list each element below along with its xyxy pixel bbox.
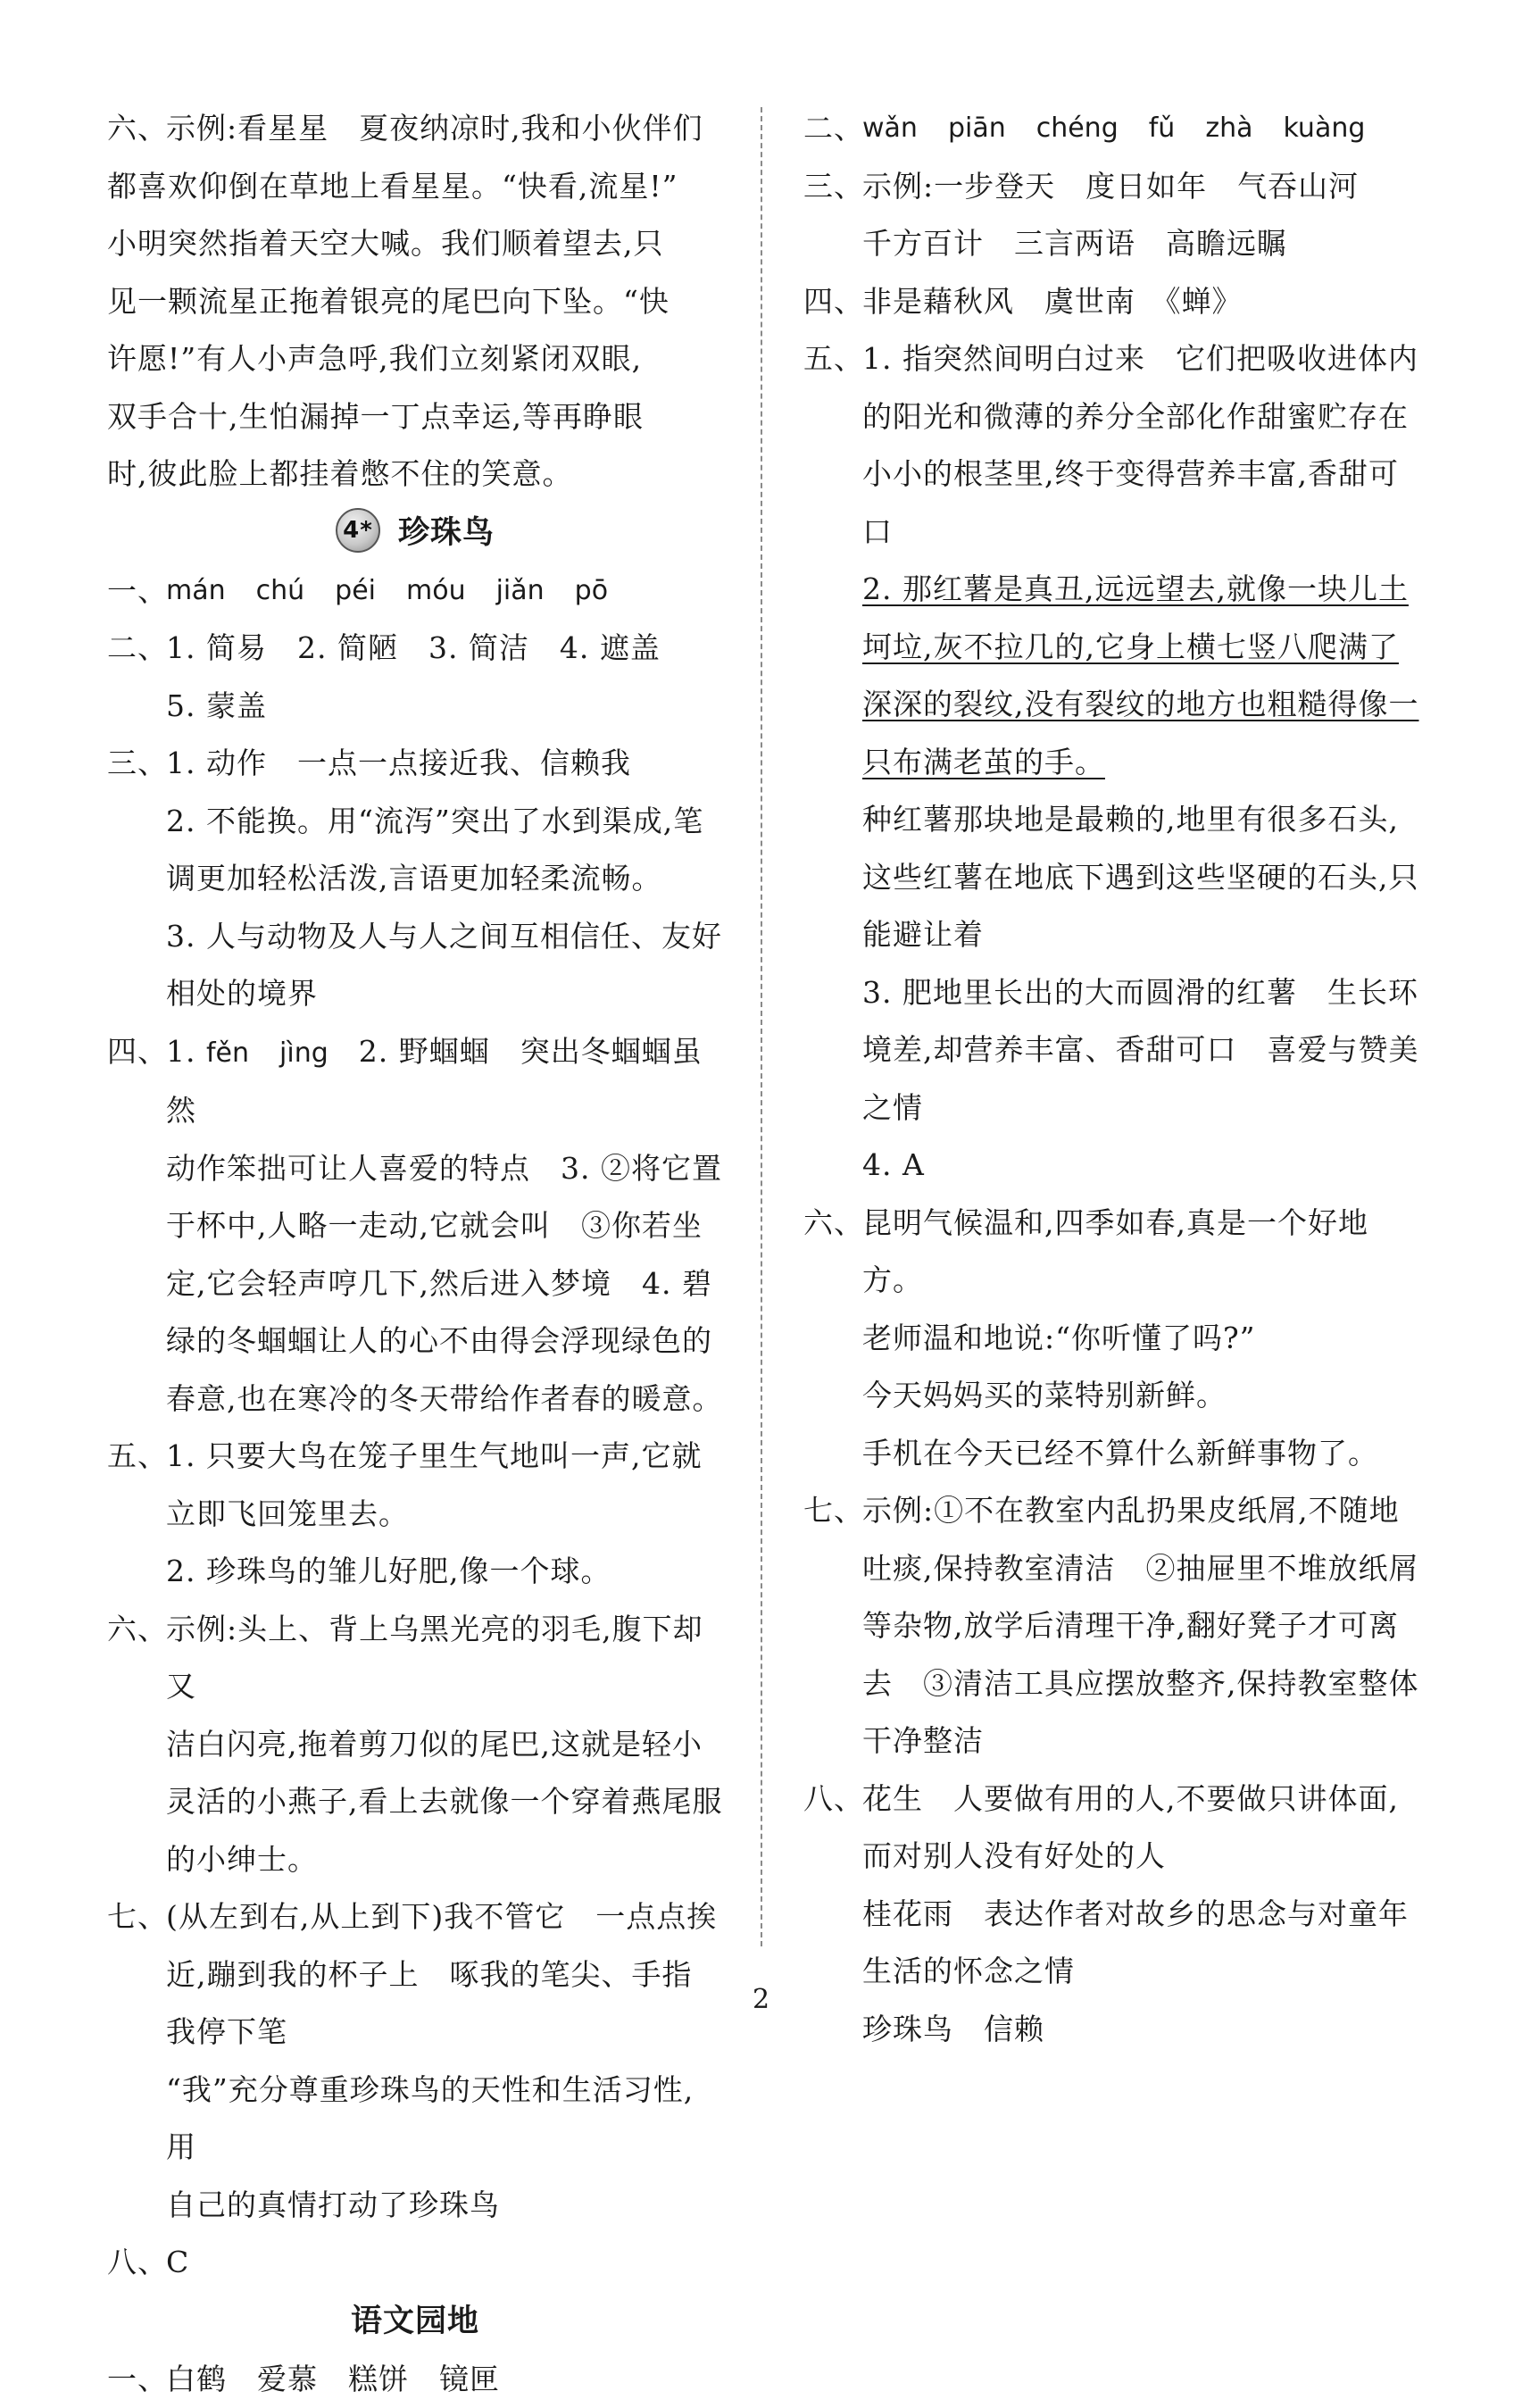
left-q8 <box>107 2234 723 2292</box>
lesson-title-text: 珍珠鸟 <box>398 514 495 551</box>
answer-line: 非是藉秋风 虞世南 《蝉》 <box>862 273 1419 331</box>
answer-line: 我停下笔 <box>107 2004 723 2062</box>
answer-line: 许愿!”有人小声急呼,我们立刻紧闭双眼, <box>107 330 723 388</box>
right-q3 <box>803 158 1419 216</box>
answer-line: 都喜欢仰倒在草地上看星星。“快看,流星!” <box>107 158 723 216</box>
question-number: 二、 <box>107 620 168 678</box>
pinyin-item: wǎn <box>862 112 918 144</box>
answer-line: 4. A <box>803 1137 1419 1195</box>
right-q4 <box>803 273 1419 331</box>
pinyin-answers <box>862 100 1419 158</box>
answer-line: 去 ③清洁工具应摆放整齐,保持教室整体 <box>803 1655 1419 1713</box>
right-q8 <box>803 1771 1419 1829</box>
answer-line: 近,蹦到我的杯子上 啄我的笔尖、手指 <box>107 1946 723 2004</box>
left-column <box>107 100 723 2408</box>
column-divider <box>761 107 762 1946</box>
pinyin-item: piān <box>948 112 1006 144</box>
answer-line: 定,它会轻声哼几下,然后进入梦境 4. 碧 <box>107 1255 723 1313</box>
answer-line: (从左到右,从上到下)我不管它 一点点挨 <box>166 1888 723 1946</box>
left-q2 <box>107 620 723 678</box>
answer-line: 的阳光和微薄的养分全部化作甜蜜贮存在 <box>803 388 1419 446</box>
question-number: 七、 <box>107 1888 168 1946</box>
left-q6-top <box>107 100 723 158</box>
answer-line: 1. 只要大鸟在笼子里生气地叫一声,它就 <box>166 1428 723 1486</box>
answer-line: 干净整洁 <box>803 1712 1419 1771</box>
pinyin-item: mán <box>166 575 226 606</box>
answer-line: 动作笨拙可让人喜爱的特点 3. ②将它置 <box>107 1140 723 1198</box>
answer-line: 花生 人要做有用的人,不要做只讲体面, <box>862 1771 1419 1829</box>
answer-line: 示例:①不在教室内乱扔果皮纸屑,不随地 <box>862 1482 1419 1540</box>
answer-line: 1. 简易 2. 简陋 3. 简洁 4. 遮盖 <box>166 620 723 678</box>
answer-line: “我”充分尊重珍珠鸟的天性和生活习性,用 <box>107 2062 723 2177</box>
question-number: 一、 <box>107 2351 168 2408</box>
answer-line: 今天妈妈买的菜特别新鲜。 <box>803 1367 1419 1425</box>
question-number: 三、 <box>107 735 168 793</box>
left-q5 <box>107 1428 723 1486</box>
section-title: 语文园地 <box>107 2292 723 2351</box>
answer-line: 种红薯那块地是最赖的,地里有很多石头, <box>803 791 1419 849</box>
answer-line: 3. 人与动物及人与人之间互相信任、友好 <box>107 908 723 966</box>
left-q6 <box>107 1601 723 1716</box>
answer-line: C <box>166 2234 723 2292</box>
question-number: 六、 <box>107 100 168 158</box>
question-number: 四、 <box>803 273 864 331</box>
answer-line: 相处的境界 <box>107 965 723 1023</box>
answer-line: 灵活的小燕子,看上去就像一个穿着燕尾服 <box>107 1773 723 1831</box>
answer-line: 白鹤 爱慕 糕饼 镜匣 <box>166 2351 723 2408</box>
pinyin-answers <box>206 1037 359 1069</box>
left-q4 <box>107 1023 723 1140</box>
underlined-answer-line: 深深的裂纹,没有裂纹的地方也粗糙得像一 <box>803 676 1419 734</box>
answer-line: 3. 肥地里长出的大而圆滑的红薯 生长环 <box>803 964 1419 1022</box>
answer-line: 时,彼此脸上都挂着憋不住的笑意。 <box>107 446 723 504</box>
question-number: 五、 <box>803 330 864 388</box>
question-number: 六、 <box>107 1601 168 1659</box>
pinyin-answers <box>166 562 723 621</box>
pinyin-item: fěn <box>206 1037 249 1069</box>
pinyin-item: chéng <box>1036 112 1119 144</box>
answer-line: 吐痰,保持教室清洁 ②抽屉里不堆放纸屑 <box>803 1540 1419 1598</box>
question-number: 八、 <box>107 2234 168 2292</box>
answer-line: 这些红薯在地底下遇到这些坚硬的石头,只 <box>803 849 1419 907</box>
answer-line: 老师温和地说:“你听懂了吗?” <box>803 1310 1419 1368</box>
answer-line: 手机在今天已经不算什么新鲜事物了。 <box>803 1425 1419 1483</box>
question-number: 八、 <box>803 1771 864 1829</box>
pinyin-item: pō <box>575 575 608 606</box>
answer-line: 2. 不能换。用“流泻”突出了水到渠成,笔 <box>107 793 723 851</box>
answer-line: 1. 指突然间明白过来 它们把吸收进体内 <box>862 330 1419 388</box>
underlined-answer-line: 2. 那红薯是真丑,远远望去,就像一块儿土 <box>803 561 1419 619</box>
answer-line: 于杯中,人略一走动,它就会叫 ③你若坐 <box>107 1197 723 1255</box>
answer-line: 双手合十,生怕漏掉一丁点幸运,等再睁眼 <box>107 388 723 446</box>
answer-line: 立即飞回笼里去。 <box>107 1486 723 1544</box>
left-q3 <box>107 735 723 793</box>
lesson-number-badge: 4* <box>336 508 380 553</box>
answer-line: 春意,也在寒冷的冬天带给作者春的暖意。 <box>107 1371 723 1429</box>
answer-line: 自己的真情打动了珍珠鸟 <box>107 2177 723 2235</box>
question-number: 二、 <box>803 100 864 158</box>
answer-line: 2. 珍珠鸟的雏儿好肥,像一个球。 <box>107 1543 723 1601</box>
underlined-answer-line: 只布满老茧的手。 <box>803 734 1419 792</box>
question-number: 六、 <box>803 1195 864 1253</box>
lesson-title <box>107 504 723 562</box>
right-q6 <box>803 1195 1419 1310</box>
answer-line: 的小绅士。 <box>107 1831 723 1889</box>
underlined-answer-line: 坷垃,灰不拉几的,它身上横七竖八爬满了 <box>803 619 1419 677</box>
answer-line: 昆明气候温和,四季如春,真是一个好地方。 <box>862 1195 1419 1310</box>
answer-line: 洁白闪亮,拖着剪刀似的尾巴,这就是轻小 <box>107 1716 723 1774</box>
answer-line: 见一颗流星正拖着银亮的尾巴向下坠。“快 <box>107 273 723 331</box>
pinyin-item: móu <box>406 575 466 606</box>
pinyin-item: fǔ <box>1149 112 1176 144</box>
answer-line: 调更加轻松活泼,言语更加轻柔流畅。 <box>107 850 723 908</box>
pinyin-item: kuàng <box>1283 112 1365 144</box>
answer-line: 而对别人没有好处的人 <box>803 1828 1419 1886</box>
left-q7 <box>107 1888 723 1946</box>
answer-line: 小明突然指着天空大喊。我们顺着望去,只 <box>107 215 723 273</box>
right-q5 <box>803 330 1419 388</box>
answer-line: 能避让着 <box>803 906 1419 964</box>
right-q7 <box>803 1482 1419 1540</box>
answer-line: 桂花雨 表达作者对故乡的思念与对童年 <box>803 1886 1419 1944</box>
question-number: 一、 <box>107 562 168 621</box>
answer-line: 1. 动作 一点一点接近我、信赖我 <box>166 735 723 793</box>
right-column <box>803 100 1419 2058</box>
answer-line: 生活的怀念之情 <box>803 1943 1419 2001</box>
sub-number: 1. <box>166 1034 196 1069</box>
pinyin-item: jiǎn <box>496 575 545 606</box>
answer-line: 等杂物,放学后清理干净,翻好凳子才可离 <box>803 1597 1419 1655</box>
question-number: 四、 <box>107 1023 168 1081</box>
pinyin-item: chú <box>256 575 305 606</box>
question-number: 五、 <box>107 1428 168 1486</box>
pinyin-item: péi <box>335 575 376 606</box>
pinyin-item: jìng <box>279 1037 329 1069</box>
left-q1 <box>107 562 723 621</box>
answer-line <box>166 1023 723 1140</box>
answer-line: 珍珠鸟 信赖 <box>803 2001 1419 2059</box>
answer-line: 示例:一步登天 度日如年 气吞山河 <box>862 158 1419 216</box>
question-number: 七、 <box>803 1482 864 1540</box>
answer-text: 2. 野蝈蝈 突出冬蝈蝈虽然 <box>166 1034 703 1129</box>
answer-line: 示例:头上、背上乌黑光亮的羽毛,腹下却又 <box>166 1601 723 1716</box>
answer-line: 境差,却营养丰富、香甜可口 喜爱与赞美 <box>803 1021 1419 1079</box>
right-q2 <box>803 100 1419 158</box>
answer-line: 示例:看星星 夏夜纳凉时,我和小伙伴们 <box>166 100 723 158</box>
yuwen-q1 <box>107 2351 723 2408</box>
pinyin-item: zhà <box>1205 112 1252 144</box>
page-number: 2 <box>0 1984 1522 2015</box>
answer-line: 5. 蒙盖 <box>107 678 723 736</box>
answer-line: 之情 <box>803 1079 1419 1137</box>
answer-line: 小小的根茎里,终于变得营养丰富,香甜可口 <box>803 446 1419 561</box>
answer-line: 千方百计 三言两语 高瞻远瞩 <box>803 215 1419 273</box>
answer-line: 绿的冬蝈蝈让人的心不由得会浮现绿色的 <box>107 1312 723 1371</box>
question-number: 三、 <box>803 158 864 216</box>
